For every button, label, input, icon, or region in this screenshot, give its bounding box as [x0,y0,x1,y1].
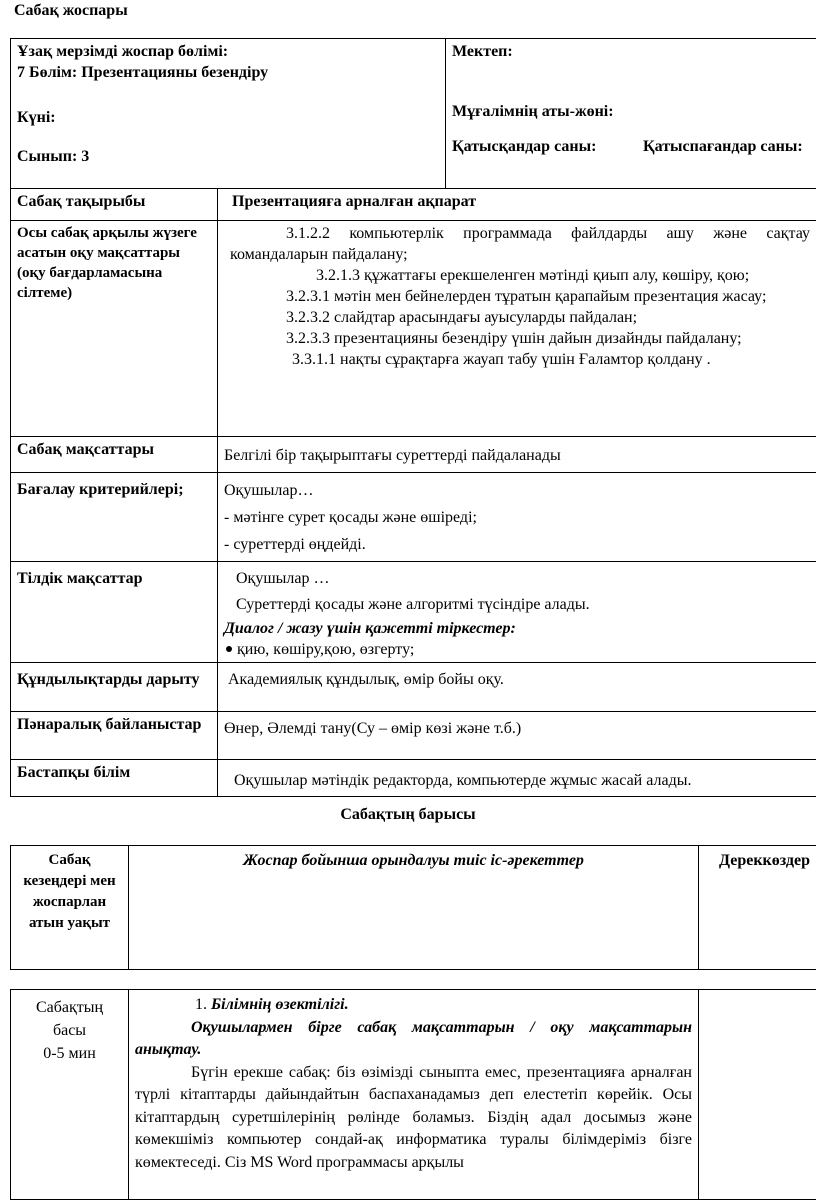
criteria-row [11,473,816,562]
topic-value: Презентацияға арналған ақпарат [218,189,816,221]
section-name: 7 Бөлім: Презентацияны безендіру [17,62,439,83]
language-row [11,562,816,663]
criteria-item: - суреттерді өңдейді. [224,531,810,558]
step-heading [135,994,692,1017]
stage-name: Сабақтың басы [17,996,122,1042]
date-label: Күні: [17,107,439,128]
language-label: Тілдік мақсаттар [11,562,218,663]
language-line1: Оқушылар … [224,566,810,592]
cross-row [11,712,816,760]
col-actions-header: Жоспар бойынша орындалуы тиіс іс-әрекеттер [129,846,699,970]
language-phrases-title: Диалог / жазу үшін қажетті тіркестер: [224,618,810,639]
criteria-cell [218,473,816,562]
values-label: Құндылықтарды дарыту [11,663,218,712]
progress-body-table [10,989,816,1200]
topic-label: Сабақ тақырыбы [11,189,218,221]
values-row [11,663,816,712]
teacher-label: Мұғалімнің аты-жөні: [446,99,816,124]
stage-cell [11,990,129,1200]
actions-cell [129,990,699,1200]
objectives-row [11,221,816,437]
objective-item: 3.2.1.3 құжаттағы ерекшеленген мәтінді қиып алу, көшіру, қою; [230,265,810,286]
language-line2: Суреттерді қосады және алгоритмі түсіндіре алады. [224,592,810,618]
goals-row [11,437,816,473]
criteria-item: - мәтінге сурет қосады және өшіреді; [224,504,810,531]
page-title: Сабақ жоспары [14,2,128,20]
language-cell [218,562,816,663]
cross-label: Пәнаралық байланыстар [11,712,218,760]
progress-header-table [10,845,816,970]
header-row [11,39,816,189]
step-title: Білімнің өзектілігі. [211,996,349,1013]
progress-title: Сабақтың барысы [0,806,816,824]
topic-row [11,189,816,221]
col-stage-header: Сабақ кезеңдері мен жоспарлан атын уақыт [11,846,129,970]
prior-row [11,760,816,797]
objective-item: 3.2.3.1 мәтін мен бейнелерден тұратын қарапайым презентация жасау; [230,286,810,307]
header-right-cell [446,39,816,189]
criteria-intro: Оқушылар… [224,477,810,504]
sources-cell [699,990,816,1200]
header-left-cell [11,39,446,189]
objectives-label: Осы сабақ арқылы жүзеге асатын оқу мақсаттары (оқу бағдарламасына сілтеме) [11,221,218,437]
objectives-list [218,221,816,437]
objective-item: 3.3.1.1 нақты сұрақтарға жауап табу үшін Ғаламтор қолдану . [230,349,810,370]
lesson-plan-table [10,38,816,797]
objective-item: 3.2.3.3 презентацияны безендіру үшін дайын дизайнды пайдалану; [230,328,810,349]
step-text: Бүгін ерекше сабақ: біз өзімізді сыныпта емес, презентацияға арналған түрлі кітаптарды дайындайтын баспаханадамыз деп елестетіп көрейік. Осы кітаптардың суретшілерінің рөлінде боламыз. Біздің адал досымыз және көмекшіміз компьютер сондай-ақ информатика туралы білімдеріміз бізге көмектеседі. Сіз MS Word программасы арқылы [135,1062,692,1175]
language-phrases-text: қию, көшіру,қою, өзгерту; [237,641,414,658]
col-sources-header: Дереккөздер [699,846,816,970]
values-value: Академиялық құндылық, өмір бойы оқу. [218,663,816,712]
school-label: Мектеп: [446,39,816,64]
bullet-icon [226,646,232,652]
language-phrases [224,639,810,660]
prior-value: Оқушылар мәтіндік редакторда, компьютерде жұмыс жасай алады. [218,760,816,797]
objective-item: 3.1.2.2 компьютерлік программада файлдарды ашу және сақтау командаларын пайдалану; [230,223,810,265]
class-label: Сынып: 3 [17,146,439,167]
step-subtitle: Оқушылармен бірге сабақ мақсаттарын / оқу мақсаттарын анықтау. [135,1017,692,1062]
prior-label: Бастапқы білім [11,760,218,797]
absent-label: Қатыспағандар саны: [637,134,816,159]
cross-value: Өнер, Әлемді тану(Су – өмір көзі және т.б.) [218,712,816,760]
present-label: Қатысқандар саны: [446,134,637,159]
objective-item: 3.2.3.2 слайдтар арасындағы ауысуларды пайдалан; [230,307,810,328]
criteria-label: Бағалау критерийлері; [11,473,218,562]
long-term-label: Ұзақ мерзімді жоспар бөлімі: [17,41,439,62]
stage-time: 0-5 мин [17,1042,122,1065]
goals-label: Сабақ мақсаттары [11,437,218,473]
step-number: 1. [195,996,207,1013]
goals-value: Белгілі бір тақырыптағы суреттерді пайдаланады [218,437,816,473]
